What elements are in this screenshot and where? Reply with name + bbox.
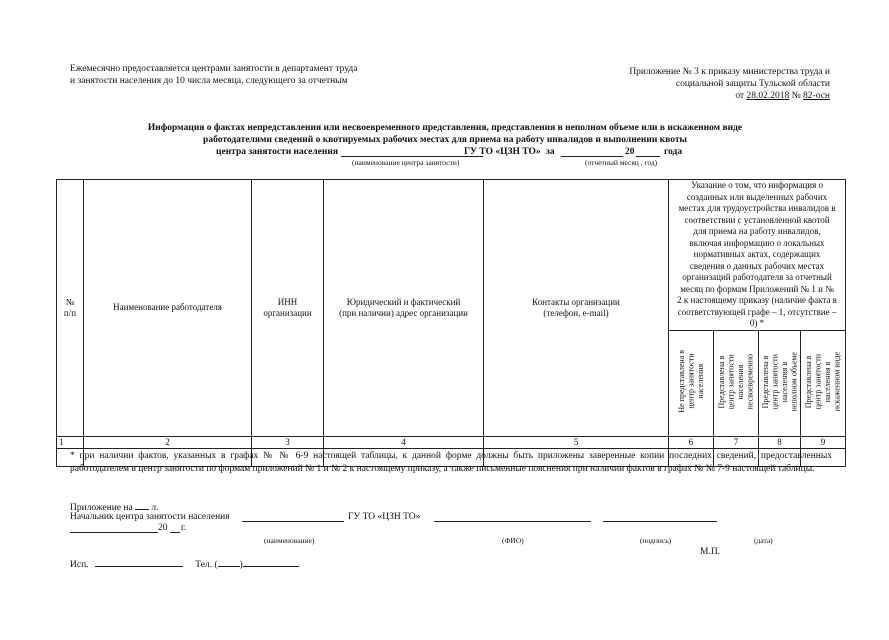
attachment-suffix: л.: [151, 503, 159, 513]
order-number: 82-осн: [803, 91, 830, 101]
caption-fio: (ФИО): [502, 536, 524, 545]
header-not-submitted: Не представлена в центр занятости населения: [669, 330, 714, 436]
attachment-pages-blank[interactable]: [135, 500, 149, 510]
col-num-8: 8: [759, 436, 801, 448]
header-contacts: Контакты организации (телефон, e-mail): [484, 180, 669, 437]
month-blank[interactable]: [561, 146, 623, 157]
caption-signature: (подпись): [640, 536, 672, 545]
date-day-blank[interactable]: [70, 522, 158, 533]
org-name-blank[interactable]: [242, 511, 344, 522]
title-line3: [216, 146, 683, 158]
attachment-prefix: Приложение на: [70, 503, 133, 513]
phone-close: ): [239, 560, 243, 570]
caption-date: (дата): [754, 536, 773, 545]
center-name: ГУ ТО «ЦЗН ТО»: [464, 147, 541, 157]
submission-note-line2: и занятости населения до 10 числа месяца, следующего за отчетным: [70, 76, 348, 86]
order-date: 28.02.2018: [746, 91, 790, 101]
caption-center-name: (наименование центра занятости): [352, 158, 460, 167]
submission-note-line1: Ежемесячно предоставляется центрами занятости в департамент труда: [70, 64, 358, 74]
executor-blank[interactable]: [95, 557, 183, 567]
header-info-group: Указание о том, что информация о созданных или выделенных рабочих местах для трудоустройства инвалидов в соответствии с установленной квотой для приема на работу инвалидов, включая информацию о локальных нормативных актах, содержащих сведения о данных рабочих местах организаций работодателя за отчетный месяц по формам Приложений № 1 и № 2 к настоящему приказу (наличие факта в соответствующей графе – 1, отсутствие – 0) *: [669, 180, 846, 331]
appendix-line2: социальной защиты Тульской области: [675, 79, 830, 89]
sign-year-suffix: г.: [181, 523, 187, 533]
year-blank[interactable]: [636, 146, 660, 157]
stamp-mark: М.П.: [700, 547, 721, 557]
phone-label: Тел. (: [195, 560, 218, 570]
title-line2: работодателями сведений о квотируемых рабочих местах для приема на работу инвалидов и выполнении квоты: [203, 135, 687, 145]
sign-year-blank[interactable]: [170, 522, 180, 533]
document-title: [100, 122, 790, 146]
year-suffix: года: [664, 147, 683, 157]
header-address: Юридический и фактический (при наличии) адрес организации: [324, 180, 484, 437]
header-inn: ИНН организации: [252, 180, 324, 437]
col-num-9: 9: [801, 436, 846, 448]
header-number: № п/п: [57, 180, 84, 437]
org-name: ГУ ТО «ЦЗН ТО»: [348, 512, 421, 522]
caption-name: (наименование): [264, 536, 315, 545]
year-prefix: 20: [625, 147, 635, 157]
date-prefix: от: [735, 91, 745, 101]
head-label: Начальник центра занятости населения: [70, 512, 230, 522]
col-num-5: 5: [484, 436, 669, 448]
number-prefix: №: [791, 91, 801, 101]
header-submitted-incomplete: Представлена в центр занятости населения в неполном объеме: [759, 330, 801, 436]
fio-blank[interactable]: [434, 511, 591, 522]
footnote: * при наличии фактов, указанных в графах № № 6-9 настоящей таблицы, к данной форме должны быть приложены заверенные копии последних сведений, предоставленных работодателем в центр занятости по формам приложений № 1 и № 2 к настоящему приказу, а также письменные пояснения при наличии фактов в графах № № 7-9 настоящей таблицы.: [70, 451, 832, 474]
col-num-1: 1: [57, 436, 84, 448]
header-employer: Наименование работодателя: [84, 180, 252, 437]
appendix-reference: [590, 66, 830, 102]
signature-blank[interactable]: [603, 511, 717, 522]
col-num-6: 6: [669, 436, 714, 448]
column-number-row: [57, 436, 846, 448]
executor-label: Исп.: [70, 560, 89, 570]
caption-period: (отчетный месяц , год): [585, 158, 658, 167]
title-for: за: [546, 147, 555, 157]
col-num-3: 3: [252, 436, 324, 448]
phone-number-blank[interactable]: [243, 557, 299, 567]
phone-code-blank[interactable]: [218, 557, 240, 567]
header-submitted-distorted: Представлена в центр занятости населения в искаженном виде: [801, 330, 846, 436]
header-submitted-late: Представлена в центр занятости населения несвоевременно: [714, 330, 759, 436]
appendix-line1: Приложение № 3 к приказу министерства труда и: [629, 67, 830, 77]
executor-line: [70, 557, 299, 571]
title-center-prefix: центра занятости населения: [216, 147, 338, 157]
submission-note: [70, 63, 430, 87]
sign-year-prefix: 20: [158, 523, 168, 533]
center-name-blank[interactable]: [341, 146, 483, 157]
col-num-4: 4: [324, 436, 484, 448]
quota-report-table: [56, 179, 846, 467]
title-line1: Информация о фактах непредставления или несвоевременного представления, представления в неполном объеме или в искаженном виде: [147, 123, 743, 133]
col-num-2: 2: [84, 436, 252, 448]
col-num-7: 7: [714, 436, 759, 448]
appendix-date-line: [590, 90, 830, 102]
